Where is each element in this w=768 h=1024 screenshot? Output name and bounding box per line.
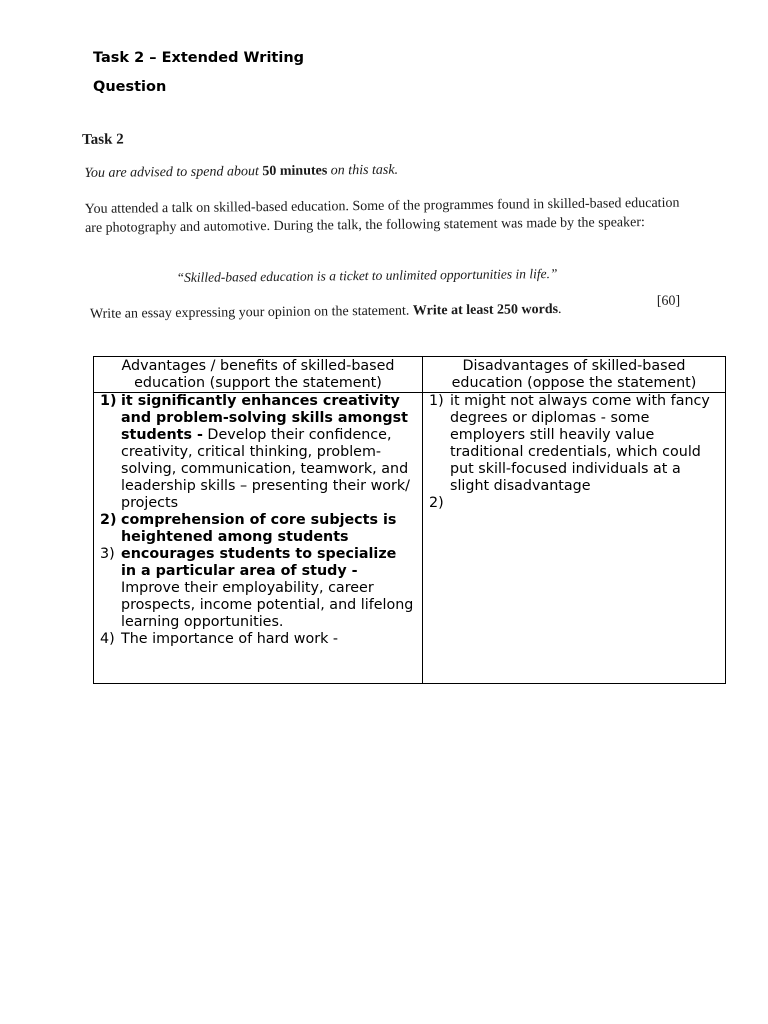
scan-marks: [60] [656,293,681,309]
disadvantages-list [429,393,719,512]
scan-instruction: Write an essay expressing your opinion on the statement. Write at least 250 words. [89,301,562,322]
disadvantages-cell [423,393,726,684]
list-item: 1) it might not always come with fancy degrees or diplomas - some employers still heavily value traditional credentials, which could put skill-focused individuals at a slight disadvantage [429,393,710,494]
scanned-question-image [80,122,692,338]
list-item: 3) encourages students to specialize in a particular area of study - Improve their employability, career prospects, income potential, and lifelong learning opportunities. [100,546,414,630]
advantages-list [100,393,416,648]
scan-statement-quote: “Skilled-based education is a ticket to unlimited opportunities in life.” [176,266,558,285]
scan-task-label: Task 2 [82,131,124,148]
column-header-advantages: Advantages / benefits of skilled-based education (support the statement) [94,357,423,393]
section-heading-question: Question [93,79,167,95]
scan-time-advice: You are advised to spend about 50 minutes on this task. [84,162,399,181]
advantages-cell [94,393,423,684]
list-item: 4) The importance of hard work - [100,631,339,647]
advantages-disadvantages-table [93,356,726,684]
scan-context-paragraph: You attended a talk on skilled-based education. Some of the programmes found in skilled-based education are photography and automotive. During the talk, the following statement was made by the speaker: [84,195,680,236]
list-item: 2) [429,495,444,511]
column-header-disadvantages: Disadvantages of skilled-based education (oppose the statement) [423,357,726,393]
list-item: 1) it significantly enhances creativity and problem-solving skills amongst students - Develop their confidence, creativity, critical thinking, problem-solving, communication, teamwork, and leadership skills – presenting their work/ projects [100,393,410,511]
list-item: 2) comprehension of core subjects is heightened among students [100,512,397,545]
document-title: Task 2 – Extended Writing [93,50,305,66]
